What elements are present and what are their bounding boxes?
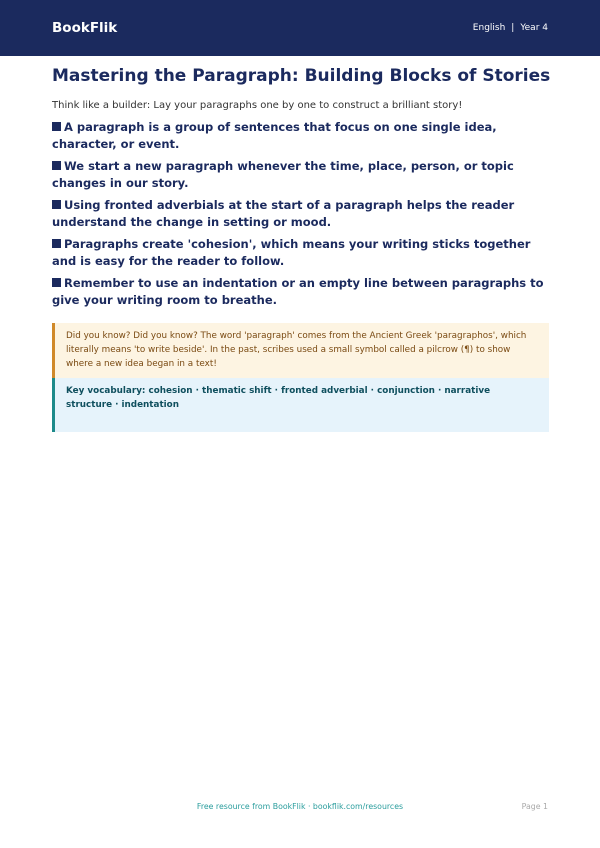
square-bullet-icon: [52, 122, 61, 131]
year-label: Year 4: [520, 23, 548, 33]
page-number: Page 1: [521, 802, 548, 811]
list-item: [52, 236, 549, 270]
page-title: Mastering the Paragraph: Building Blocks of Stories: [52, 66, 551, 86]
list-item: [52, 197, 549, 231]
main-content: [52, 64, 549, 432]
header-separator: |: [511, 23, 515, 33]
point-text: Remember to use an indentation or an empty line between paragraphs to give your writing room to breathe.: [52, 276, 544, 307]
intro-text: Think like a builder: Lay your paragraphs one by one to construct a brilliant story!: [52, 100, 463, 111]
brand-logo[interactable]: BookFlik: [52, 20, 118, 36]
list-item: [52, 158, 549, 192]
footer-link[interactable]: Free resource from BookFlik · bookflik.com/resources: [196, 802, 404, 811]
point-text: Using fronted adverbials at the start of a paragraph helps the reader understand the change in setting or mood.: [52, 198, 515, 229]
key-vocabulary-box: Key vocabulary: cohesion · thematic shift · fronted adverbial · conjunction · narrative structure · indentation: [52, 378, 549, 432]
did-you-know-callout: Did you know? Did you know? The word 'paragraph' comes from the Ancient Greek 'paragraphos', which literally means 'to write beside'. In the past, scribes used a small symbol called a pilcrow (¶) to show where a new idea began in a text!: [52, 323, 549, 378]
list-item: [52, 119, 549, 153]
key-points-list: [52, 119, 549, 309]
point-text: We start a new paragraph whenever the time, place, person, or topic changes in our story.: [52, 159, 514, 190]
point-text: Paragraphs create 'cohesion', which means your writing sticks together and is easy for the reader to follow.: [52, 237, 531, 268]
header-bar: [0, 0, 600, 56]
list-item: [52, 275, 549, 309]
square-bullet-icon: [52, 161, 61, 170]
subject-label: English: [472, 23, 506, 33]
header-meta: [473, 23, 548, 33]
square-bullet-icon: [52, 239, 61, 248]
square-bullet-icon: [52, 278, 61, 287]
point-text: A paragraph is a group of sentences that focus on one single idea, character, or event.: [52, 120, 497, 151]
square-bullet-icon: [52, 200, 61, 209]
